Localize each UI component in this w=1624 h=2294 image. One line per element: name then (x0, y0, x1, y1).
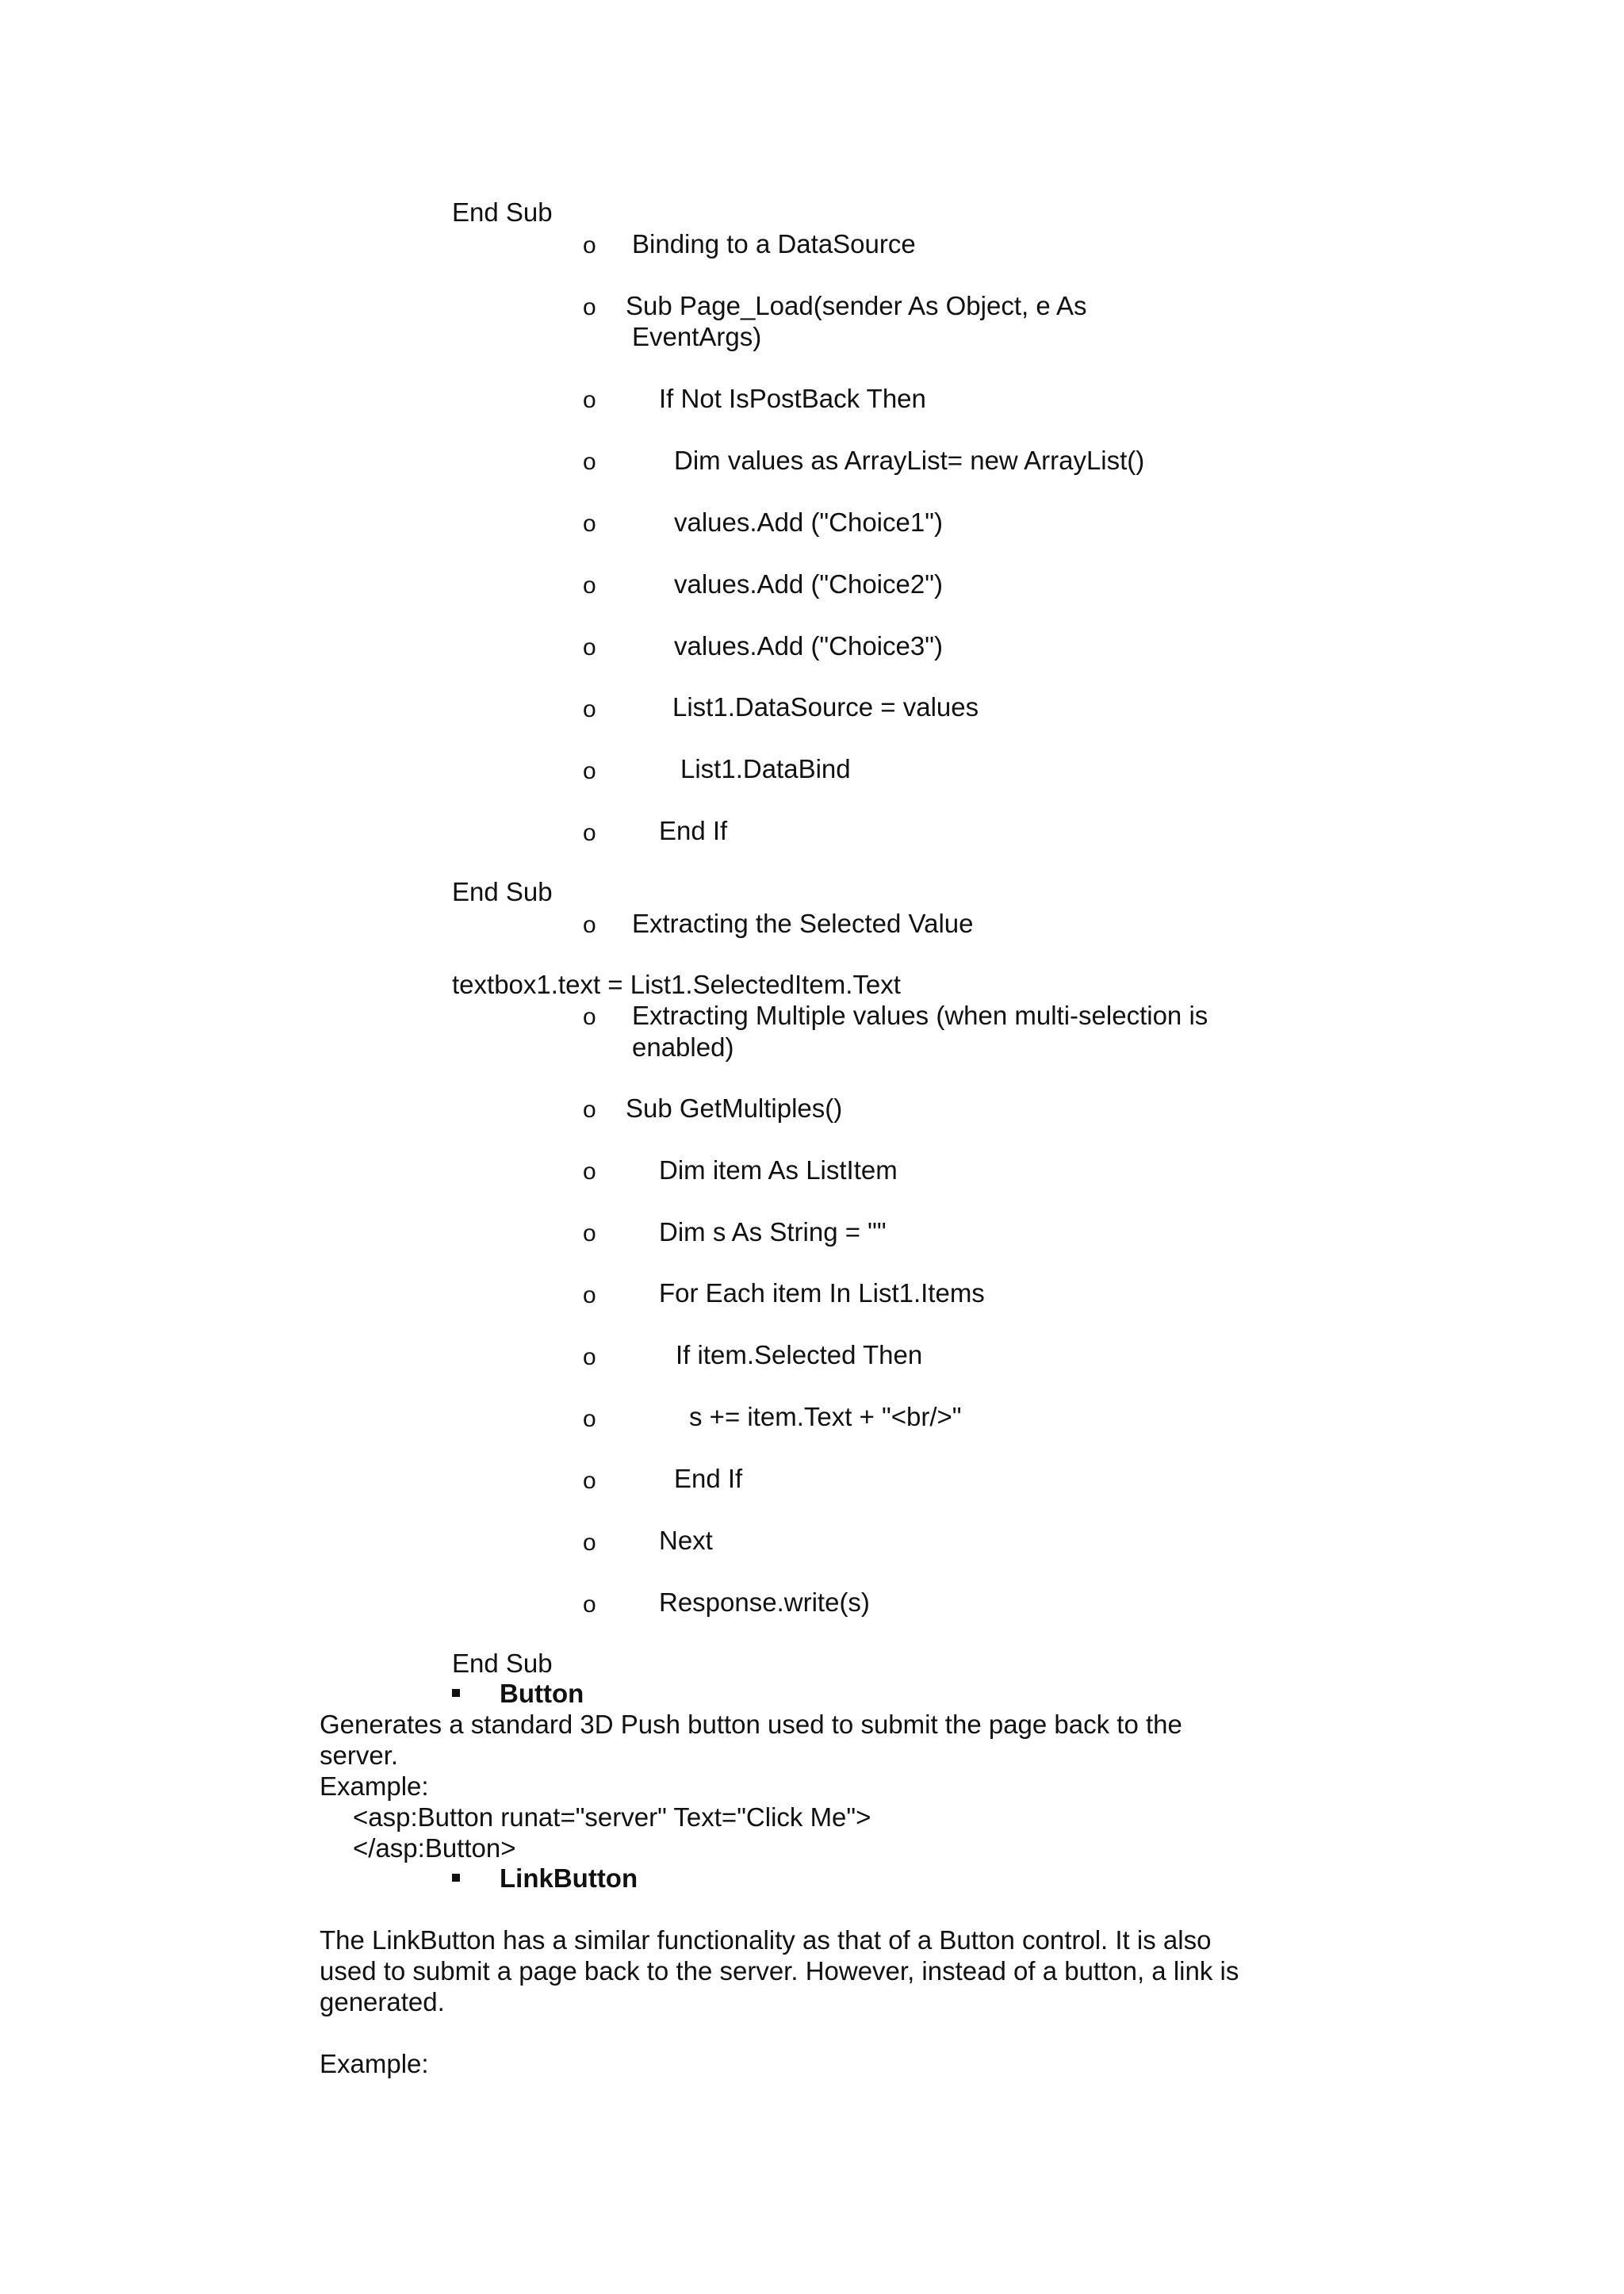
list-item: s += item.Text + "<br/>" (689, 1402, 962, 1431)
paragraph-line: Generates a standard 3D Push button used to submit the page back to the (320, 1710, 1182, 1739)
list-item: End If (674, 1464, 743, 1493)
code-line: textbox1.text = List1.SelectedItem.Text (452, 970, 901, 999)
list-bullet: o (583, 1282, 596, 1308)
code-line: </asp:Button> (353, 1833, 516, 1863)
paragraph-line: used to submit a page back to the server. However, instead of a button, a link is (320, 1956, 1239, 1986)
code-line: <asp:Button runat="server" Text="Click Me"> (353, 1802, 871, 1832)
list-item-continuation: enabled) (632, 1032, 734, 1062)
list-bullet: o (583, 294, 596, 320)
end-sub-line: End Sub (452, 1649, 553, 1678)
list-bullet: o (583, 1220, 596, 1247)
list-bullet: o (583, 820, 596, 846)
list-bullet: o (583, 1158, 596, 1185)
list-bullet: o (583, 232, 596, 259)
list-bullet: o (583, 634, 596, 661)
square-bullet-icon (452, 1689, 460, 1697)
end-sub-line: End Sub (452, 197, 553, 227)
example-label: Example: (320, 1771, 429, 1801)
list-item: Sub Page_Load(sender As Object, e As (626, 291, 1087, 320)
list-bullet: o (583, 1344, 596, 1370)
example-label: Example: (320, 2049, 429, 2078)
paragraph-line: The LinkButton has a similar functionality as that of a Button control. It is also (320, 1925, 1212, 1955)
list-bullet: o (583, 1468, 596, 1494)
list-item: List1.DataSource = values (672, 692, 979, 722)
list-item: Dim values as ArrayList= new ArrayList() (674, 446, 1145, 475)
list-item: Dim item As ListItem (659, 1155, 898, 1185)
list-item-continuation: EventArgs) (632, 322, 762, 351)
list-item: If Not IsPostBack Then (659, 384, 926, 413)
list-item: values.Add ("Choice1") (674, 507, 943, 537)
list-bullet: o (583, 511, 596, 537)
list-item: Next (659, 1526, 713, 1555)
list-bullet: o (583, 758, 596, 784)
list-item: Binding to a DataSource (632, 229, 916, 259)
list-bullet: o (583, 1097, 596, 1123)
end-sub-line: End Sub (452, 877, 553, 906)
list-item: If item.Selected Then (676, 1340, 923, 1369)
list-item: Dim s As String = "" (659, 1217, 887, 1247)
list-bullet: o (583, 1530, 596, 1556)
list-item: Extracting Multiple values (when multi-selection is (632, 1001, 1208, 1030)
square-bullet-icon (452, 1874, 460, 1882)
list-item: Extracting the Selected Value (632, 909, 974, 938)
section-heading-button: Button (500, 1679, 584, 1708)
section-heading-linkbutton: LinkButton (500, 1863, 638, 1893)
list-item: For Each item In List1.Items (659, 1278, 985, 1308)
list-bullet: o (583, 1004, 596, 1030)
list-bullet: o (583, 696, 596, 722)
list-item: values.Add ("Choice2") (674, 569, 943, 599)
list-item: Sub GetMultiples() (626, 1093, 843, 1123)
list-bullet: o (583, 912, 596, 938)
list-bullet: o (583, 1591, 596, 1618)
list-item: End If (659, 816, 728, 845)
list-bullet: o (583, 573, 596, 599)
list-bullet: o (583, 449, 596, 475)
list-bullet: o (583, 1406, 596, 1432)
paragraph-line: server. (320, 1741, 399, 1770)
list-item: List1.DataBind (680, 754, 851, 783)
paragraph-line: generated. (320, 1987, 445, 2016)
list-item: values.Add ("Choice3") (674, 631, 943, 661)
list-item: Response.write(s) (659, 1587, 870, 1617)
list-bullet: o (583, 387, 596, 413)
